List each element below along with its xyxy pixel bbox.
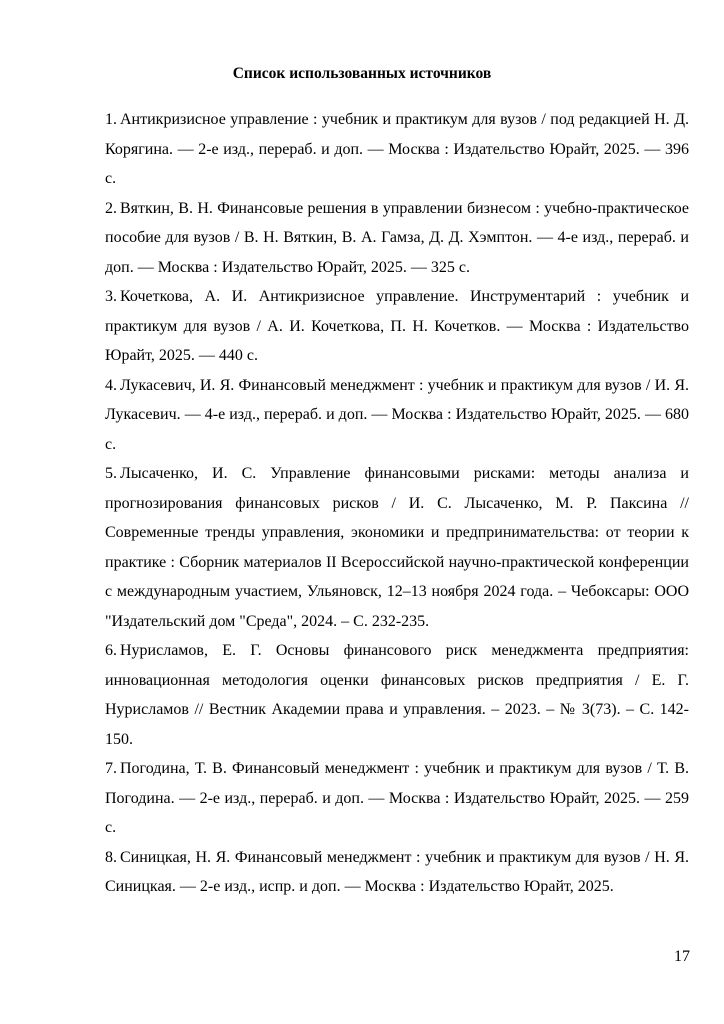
reference-number: 7. <box>105 760 117 777</box>
reference-text: Погодина, Т. В. Финансовый менеджмент : учебник и практикум для вузов / Т. В. Погодина. — 2-е изд., перераб. и доп. — Москва : Издательство Юрайт, 2025. — 259 с. <box>105 760 689 836</box>
page-title: Список использованных источников <box>232 65 492 82</box>
reference-item <box>105 843 689 902</box>
reference-item <box>105 636 689 754</box>
reference-text: Лукасевич, И. Я. Финансовый менеджмент : учебник и практикум для вузов / И. Я. Лукасевич. — 4-е изд., перераб. и доп. — Москва : Издательство Юрайт, 2025. — 680 с. <box>105 376 689 453</box>
reference-text: Лысаченко, И. С. Управление финансовыми рисками: методы анализа и прогнозирования финансовых рисков / И. С. Лысаченко, М. Р. Паксина // Современные тренды управления, экономики и предпринимательства: от теории к практике : Сборник материалов II Всероссийской научно-практической конференции с международным участием, Ульяновск, 12–13 ноября 2024 года. – Чебоксары: ООО "Издательский дом "Среда", 2024. – С. 232-235. <box>105 465 689 630</box>
reference-item <box>105 459 689 636</box>
reference-item <box>105 282 689 371</box>
reference-item <box>105 105 689 194</box>
reference-item <box>105 371 689 460</box>
reference-number: 3. <box>105 288 117 305</box>
reference-number: 5. <box>105 465 117 482</box>
reference-text: Вяткин, В. Н. Финансовые решения в управлении бизнесом : учебно-практическое пособие для вузов / В. Н. Вяткин, В. А. Гамза, Д. Д. Хэмптон. — 4-е изд., перераб. и доп. — Москва : Издательство Юрайт, 2025. — 325 с. <box>105 199 689 276</box>
reference-text: Кочеткова, А. И. Антикризисное управление. Инструментарий : учебник и практикум для вузов / А. И. Кочеткова, П. Н. Кочетков. — Москва : Издательство Юрайт, 2025. — 440 с. <box>105 288 689 364</box>
reference-number: 1. <box>105 111 117 128</box>
reference-text: Антикризисное управление : учебник и практикум для вузов / под редакцией Н. Д. Корягина. — 2-е изд., перераб. и доп. — Москва : Издательство Юрайт, 2025. — 396 с. <box>105 111 689 187</box>
reference-item <box>105 754 689 843</box>
reference-list <box>105 105 689 902</box>
reference-number: 2. <box>105 199 117 217</box>
reference-item <box>105 194 689 283</box>
page-number: 17 <box>674 948 690 965</box>
reference-text: Синицкая, Н. Я. Финансовый менеджмент : учебник и практикум для вузов / Н. Я. Синицкая. — 2-е изд., испр. и доп. — Москва : Издательство Юрайт, 2025. <box>105 848 689 895</box>
reference-number: 8. <box>105 848 117 866</box>
reference-number: 4. <box>105 376 117 394</box>
reference-number: 6. <box>105 642 117 659</box>
reference-text: Нурисламов, Е. Г. Основы финансового риск менеджмента предприятия: инновационная методология оценки финансовых рисков предприятия / Е. Г. Нурисламов // Вестник Академии права и управления. – 2023. – № 3(73). – С. 142-150. <box>105 642 689 748</box>
